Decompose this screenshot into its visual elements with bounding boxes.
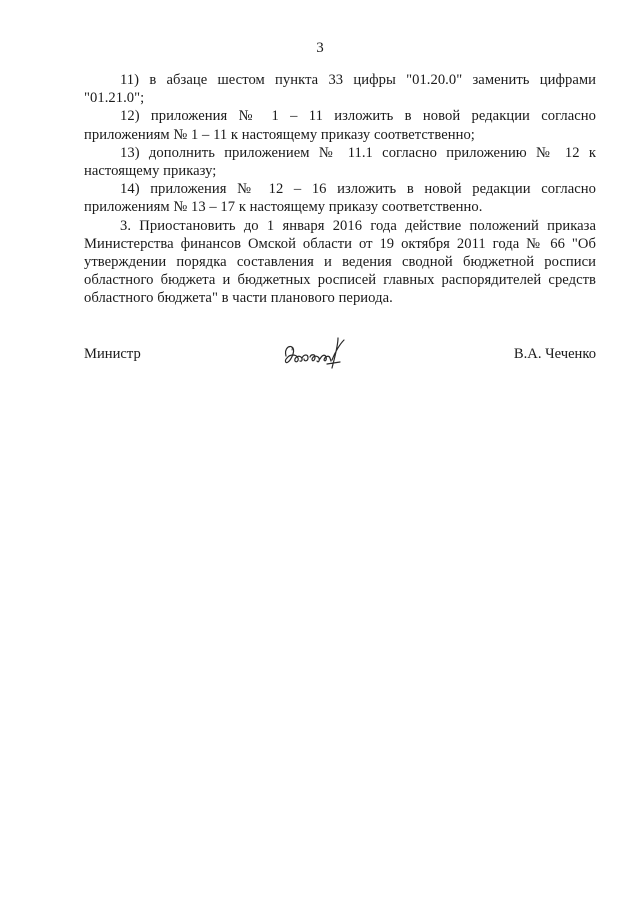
paragraph-section-3: 3. Приостановить до 1 января 2016 года действие положений приказа Министерства финансов Омской области от 19 октября 2011 года № 66 "Об утверждении порядка составления и ведения сводной бюджетной росписи областного бюджета и бюджетных росписей главных распорядителей средств областного бюджета" в части планового периода. [84, 217, 596, 307]
document-body [84, 71, 596, 308]
handwritten-signature [280, 334, 360, 374]
signer-title: Министр [84, 346, 141, 362]
page-number: 3 [316, 40, 324, 56]
paragraph-item-14: 14) приложения № 12 – 16 изложить в новой редакции согласно приложениям № 13 – 17 к настоящему приказу соответственно. [84, 181, 596, 216]
signer-name: В.А. Чеченко [513, 346, 596, 362]
signature-block [84, 338, 596, 378]
paragraph-item-12: 12) приложения № 1 – 11 изложить в новой редакции согласно приложениям № 1 – 11 к настоящему приказу соответственно; [84, 108, 596, 143]
paragraph-item-11: 11) в абзаце шестом пункта 33 цифры "01.20.0" заменить цифрами "01.21.0"; [84, 72, 596, 107]
paragraph-item-13: 13) дополнить приложением № 11.1 согласно приложению № 12 к настоящему приказу; [84, 144, 596, 180]
